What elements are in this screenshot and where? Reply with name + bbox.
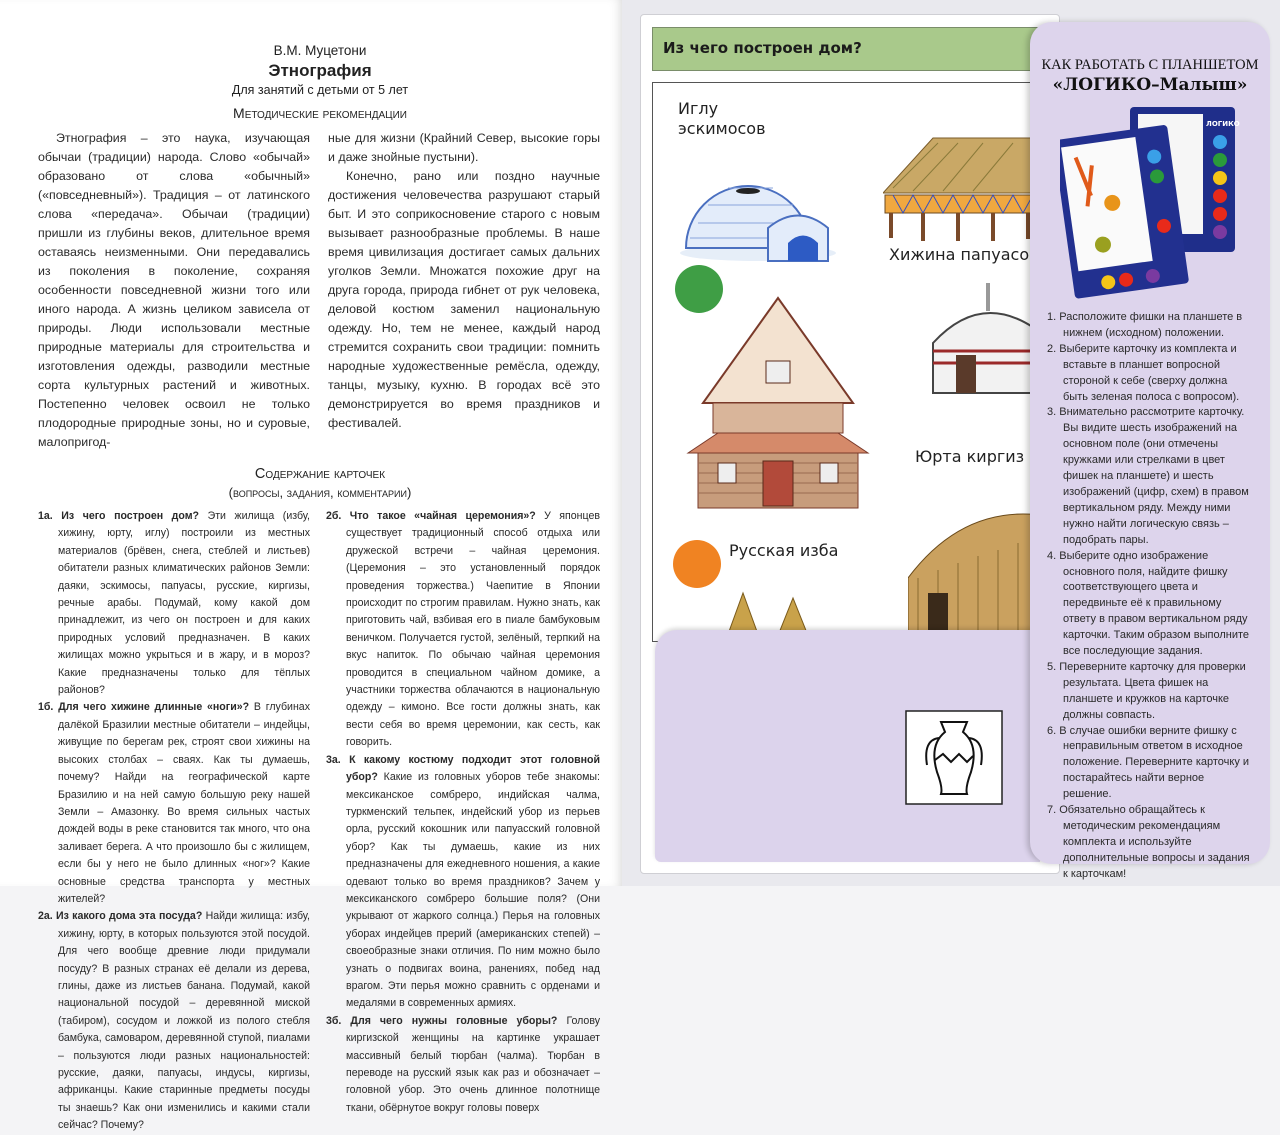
step-4: 4. Выберите одно изображение основного поля, найдите фишку соответствующего цвета и передвиньте её к правильному ответу в правом вертикальном ряду карточки. Таким образом выполните все последующие задания.: [1047, 549, 1249, 658]
card-question: Из чего построен дом?: [663, 39, 862, 57]
step-6: 6. В случае ошибки верните фишку с неправильным ответом в исходное положение. Переверните карточку и постарайтесь найти верное решение.: [1047, 724, 1250, 801]
step-3: 3. Внимательно рассмотрите карточку. Вы видите шесть изображений на основном поле (они отмечены кружками или стрелками в цвет фишек на планшете) и шесть изображений (цифр, схем) в правом вертикальном ряду. Между ними нужно найти логическую связь – подобрать пары.: [1047, 406, 1249, 546]
card-question-bar: [652, 27, 1062, 71]
instruction-steps: [1045, 310, 1255, 883]
question-2a: 2а. Из какого дома эта посуда? Найди жилища: избу, хижину, юрту, в которых пользуются этой посудой. Для чего вообще древние люди придумали посуду? В разных странах её делали из дерева, глины, даже из листьев банана. Подумай, какой национальной посудой – деревянной миской (табиром), сосудом и ложкой из полого стебля бамбука, самоваром, деревянной ступой, пиалами – пользуются люди разных национальностей: русские, даяки, папуасы, индусы, киргизы, африканцы. Какие старинные предметы посуды ты знаешь? Как они изменились и какими стали сейчас? Почему?: [38, 910, 310, 1132]
step-7: 7. Обязательно обращайтесь к методическим рекомендациям комплекта и используйте дополнительные вопросы и задания к карточкам!: [1047, 804, 1250, 880]
instruction-bookmark: [1030, 22, 1270, 880]
step-1: 1. Расположите фишки на планшете в нижнем (исходном) положении.: [1047, 311, 1243, 339]
question-3a: 3а. К какому костюму подходит этот головной убор? Какие из головных уборов тебе знакомы: мексиканское сомбреро, индийская чалма, туркменский тельпек, индейский убор из перьев орла, русский кокошник или папуасский головной убор? Как ты думаешь, какие из них предназначены для ежедневного ношения, а какие одевают только во время праздников? Зачем у мексиканского сомбреро большие поля? (Они укрывают от жаркого солнца.) Перья на головных уборах индейцев прерий (американских степей) – своеобразные знаки отличия. По ним можно было узнать о подвигах воина, ранениях, побед над врагом. Эти перья можно сравнить с орденами и медалями в современных армиях.: [326, 753, 600, 1010]
label-kyrgyz-yurt: Юрта киргиз: [915, 447, 1025, 466]
vase-icon: [905, 710, 1003, 805]
intro-text: [38, 129, 602, 452]
author: В.М. Муцетони: [273, 43, 367, 58]
label-igloo: Иглу: [678, 99, 719, 118]
question-3b: 3б. Для чего нужны головные уборы? Голову киргизской женщины на картинке украшает массивный белый тюрбан (чалма). Тюрбан в переводе на русский язык как раз и обозначает – головной убор. Это очень длинное полотнище ткани, обёрнутое вокруг головы поверх: [326, 1014, 601, 1114]
card-pocket: [655, 630, 1040, 862]
questions-column-1: [38, 508, 310, 1135]
intro-column-2: [328, 129, 600, 452]
russian-izba-illustration: [678, 293, 878, 523]
subtitle: Для занятий с детьми от 5 лет: [231, 83, 409, 97]
step-2: 2. Выберите карточку из комплекта и вставьте в планшет вопросной стороной к себе (сверху должна быть зеленая полоса с вопросом).: [1047, 342, 1240, 403]
section-heading-methodology: Методические рекомендации: [233, 105, 407, 121]
tablet-logo: ЛОГИКО: [1206, 120, 1240, 128]
step-5: 5. Переверните карточку для проверки результата. Цвета фишек на планшете и кружков на карточке должны совпасть.: [1047, 660, 1246, 721]
label-igloo-eskimos: эскимосов: [678, 119, 766, 138]
page-title: Этнография: [268, 61, 372, 80]
intro-paragraph-3: Конечно, рано или поздно научные достижения человечества разрушают старый быт. И это соприкосновение старого с новым вызывает разнообразные проблемы. В наше время цивилизация достигает самых дальних уголков Земли. Множатся похожие друг на друга города, природа гибнет от рук человека, деловой костюм заменил национальную одежду. Но, тем не менее, каждый народ стремится сохранить свои традиции: помнить народные художественные ремёсла, одежду, танцы, музыку, кухню. В городах всё это демонстрируется во время праздников и фестивалей.: [328, 169, 600, 430]
question-1b: 1б. Для чего хижине длинные «ноги»? В глубинах далёкой Бразилии местные обитатели – индейцы, живущие по берегам рек, строят свои хижины на высоких столбах – сваях. Как ты думаешь, почему? Найди на географической карте Бразилию и на ней самую большую реку нашей Земли – Амазонку. Во время сильных частых дождей воды в реке становится так много, что она заливает берега. А что произошло бы с жилищем, если бы у него не было длинных «ног»? Какие основные средства транспорта у местных жителей?: [38, 701, 310, 905]
questions-column-2: [326, 508, 600, 1135]
orange-marker-dot: [673, 540, 721, 588]
section-subheading: (вопросы, задания, комментарии): [228, 485, 412, 500]
igloo-illustration: [678, 143, 838, 263]
questions: [38, 508, 602, 1135]
stilt-hut-illustration: [883, 133, 1052, 243]
intro-column-1: [38, 129, 310, 452]
question-1a: 1а. Из чего построен дом? Эти жилища (избу, хижину, юрту, иглу) построили из местных материалов (брёвен, снега, стеблей и листьев) обитатели разных климатических районов Земли: даяки, эскимосы, папуасы, русские, киргизы, речные арабы. Подумай, кому какой дом принадлежит, из чего он построен и для каких природных условий предназначен. В каких жилищах можно укрыться и в жару, и в мороз? Какие предназначены только для тёплых районов?: [38, 510, 310, 697]
intro-paragraph-2: ные для жизни (Крайний Север, высокие горы и даже знойные пустыни).: [328, 131, 600, 164]
card-picture-field: [652, 82, 1052, 642]
intro-paragraph-1: Этнография – это наука, изучающая обычаи (традиции) народа. Слово «обычай» образовано от слова «обычный» («повседневный»). Традиция – от латинского слова «передача». Обычаи (традиции) пришли из глубины веков, длительное время оставаясь неизменными. Они передавались из поколения в поколение, сохраняя особенности повседневной жизни того или иного народа. А жизнь целиком зависела от природы. Люди использовали местные природные материалы для строительства и изготовления одежды, разводили местные сорта культурных растений и животных. Постепенно человек освоил не только плодородные природные зоны, но и суровые, малопригод-: [38, 131, 310, 449]
question-2b: 2б. Что такое «чайная церемония»? У японцев существует традиционный способ отдыха или дружеской встречи – чайная церемония. (Церемония – это установленный порядок проведения торжества.) Чаепитие в Японии происходит по строгим правилам. Нужно знать, как приготовить чай, взбивая его в пиале бамбуковым веничком. Получается густой, зелёный, терпкий на вкус напиток. По обычаю чайная церемония проводится в специальном чайном домике, а участники торжества облачаются в национальную одежду – кимоно. Все гости должны знать, как вести себя во время церемонии, как сесть, как говорить.: [326, 510, 600, 749]
methodology-page: [0, 0, 622, 1132]
label-papuan-hut: Хижина папуасо: [889, 245, 1030, 264]
bookmark-title: КАК РАБОТАТЬ С ПЛАНШЕТОМ: [1041, 57, 1259, 73]
tablet-illustration: [1060, 102, 1240, 302]
section-heading-contents: Содержание карточек: [254, 466, 386, 482]
label-russian-izba: Русская изба: [729, 541, 839, 560]
bookmark-product-name: «ЛОГИКО–Малыш»: [1052, 75, 1248, 95]
